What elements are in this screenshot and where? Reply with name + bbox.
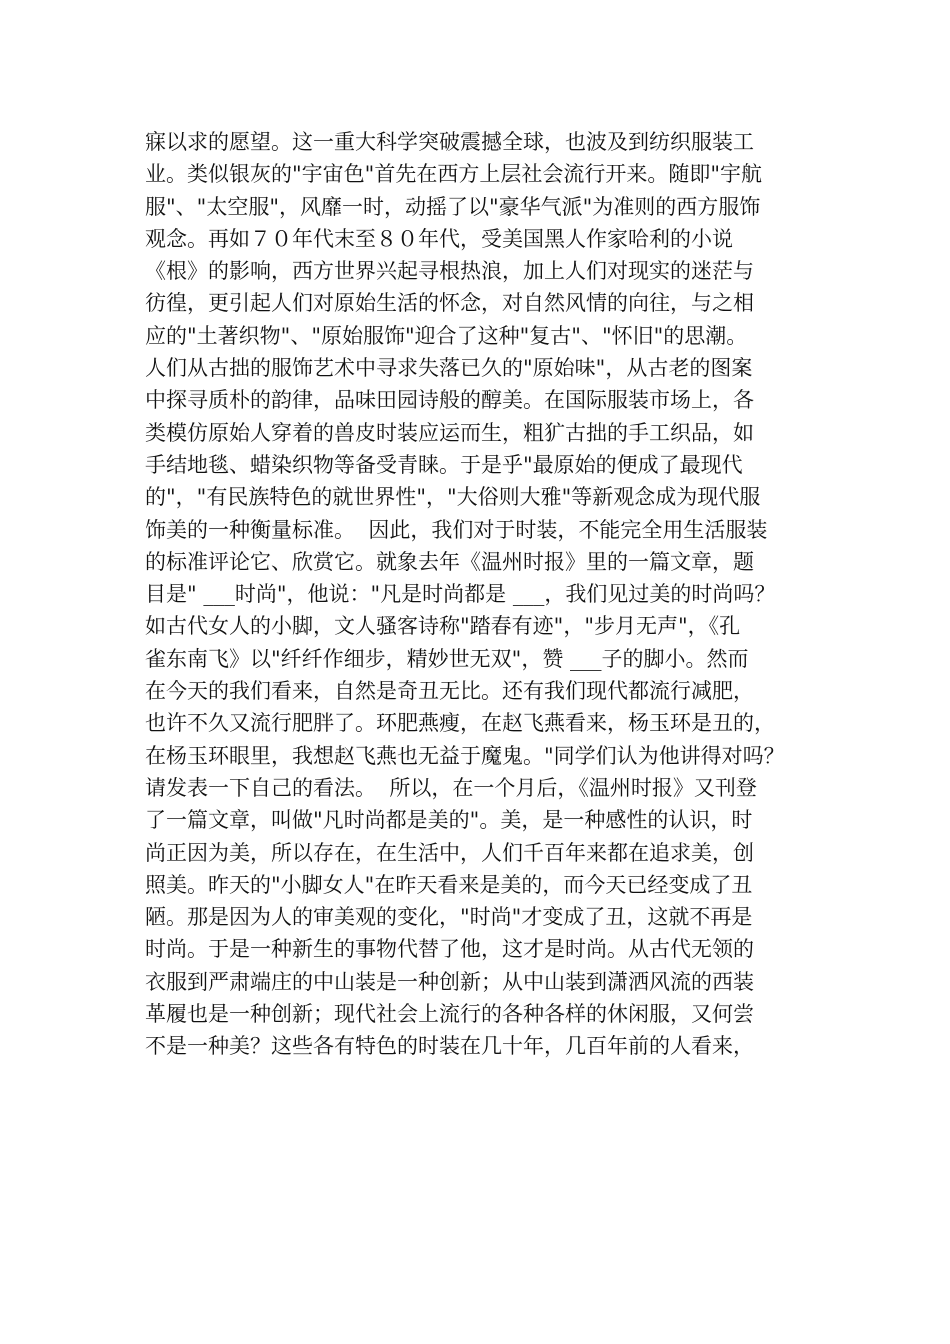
- text-line: 尚正因为美，所以存在，在生活中，人们千百年来都在追求美，创: [145, 840, 754, 865]
- text-line: 照美。昨天的"小脚女人"在昨天看来是美的，而今天已经变成了丑: [145, 872, 753, 897]
- text-line: 应的"土著织物"、"原始服饰"迎合了这种"复古"、"怀旧"的思潮。: [145, 323, 748, 348]
- text-line: 陋。那是因为人的审美观的变化，"时尚"才变成了丑，这就不再是: [145, 905, 753, 930]
- text-line: 寐以求的愿望。这一重大科学突破震撼全球，也波及到纺织服装工: [145, 130, 754, 154]
- text-line: 的"，"有民族特色的就世界性"，"大俗则大雅"等新观念成为现代服: [145, 485, 761, 510]
- text-line: 观念。再如７０年代末至８０年代，受美国黑人作家哈利的小说: [145, 226, 733, 251]
- text-line: 彷徨，更引起人们对原始生活的怀念，对自然风情的向往，与之相: [145, 291, 754, 316]
- text-line: 在杨玉环眼里，我想赵飞燕也无益于魔鬼。"同学们认为他讲得对吗？: [145, 743, 785, 768]
- text-line: 目是" ___时尚"，他说："凡是时尚都是 ___，我们见过美的时尚吗？: [145, 582, 776, 607]
- text-line: 中探寻质朴的韵律，品味田园诗般的醇美。在国际服装市场上，各: [145, 388, 754, 413]
- text-line: 雀东南飞》以"纤纤作细步，精妙世无双"，赞 ___子的脚小。然而: [145, 646, 749, 671]
- text-line: 如古代女人的小脚，文人骚客诗称"踏春有迹"，"步月无声"，《孔: [145, 614, 741, 639]
- text-line: 了一篇文章，叫做"凡时尚都是美的"。美，是一种感性的认识，时: [145, 808, 753, 833]
- text-line: 革履也是一种创新；现代社会上流行的各种各样的休闲服，又何尝: [145, 1002, 754, 1027]
- text-line: 服"、"太空服"，风靡一时，动摇了以"豪华气派"为准则的西方服饰: [145, 194, 761, 219]
- text-line: 请发表一下自己的看法。 所以，在一个月后，《温州时报》又刊登: [145, 775, 757, 800]
- text-line: 衣服到严肃端庄的中山装是一种创新；从中山装到潇洒风流的西装: [145, 969, 754, 994]
- text-line: 《根》的影响，西方世界兴起寻根热浪，加上人们对现实的迷茫与: [145, 259, 754, 284]
- body-text: [145, 126, 835, 1063]
- text-line: 时尚。于是一种新生的事物代替了他，这才是时尚。从古代无领的: [145, 937, 754, 962]
- text-line: 手结地毯、蜡染织物等备受青睐。于是乎"最原始的便成了最现代: [145, 452, 743, 477]
- text-line: 人们从古拙的服饰艺术中寻求失落已久的"原始味"，从古老的图案: [145, 356, 753, 381]
- text-line: 类模仿原始人穿着的兽皮时装应运而生，粗犷古拙的手工织品，如: [145, 420, 754, 445]
- text-line: 在今天的我们看来，自然是奇丑无比。还有我们现代都流行减肥，: [145, 679, 754, 704]
- text-line: 业。类似银灰的"宇宙色"首先在西方上层社会流行开来。随即"宇航: [145, 162, 762, 187]
- text-line: 饰美的一种衡量标准。 因此，我们对于时装，不能完全用生活服装: [145, 517, 768, 542]
- text-line: 不是一种美？这些各有特色的时装在几十年，几百年前的人看来，: [145, 1034, 754, 1059]
- text-line: 的标准评论它、欣赏它。就象去年《温州时报》里的一篇文章，题: [145, 549, 754, 574]
- text-line: 也许不久又流行肥胖了。环肥燕瘦，在赵飞燕看来，杨玉环是丑的，: [145, 711, 775, 736]
